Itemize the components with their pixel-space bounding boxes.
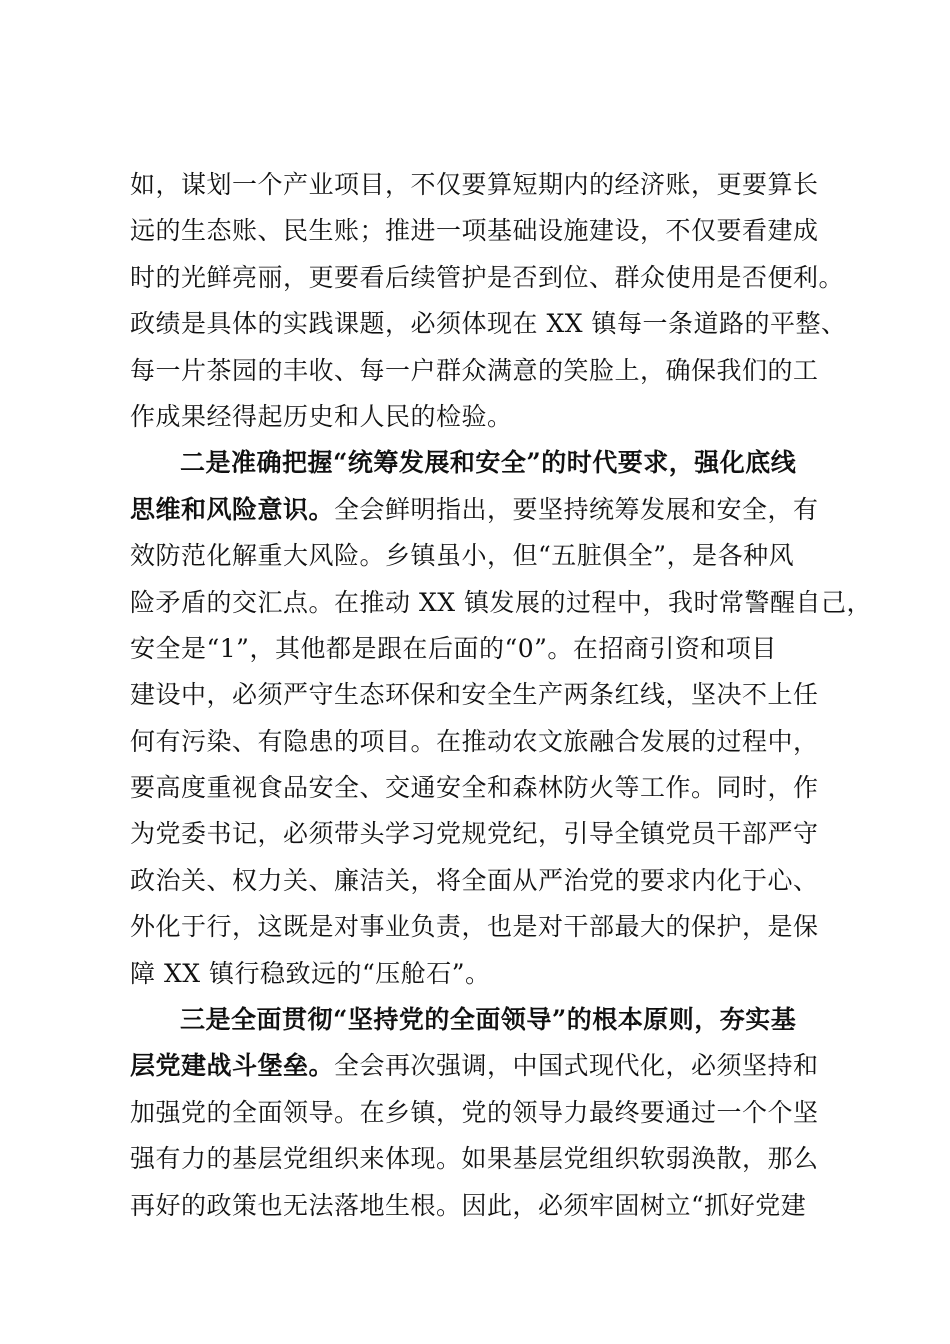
paragraph-heading-line: 层党建战斗堡垒。全会再次强调，中国式现代化，必须坚持和 [130, 1051, 819, 1081]
text-line: 险矛盾的交汇点。在推动 XX 镇发展的过程中，我时常警醒自己， [130, 587, 872, 617]
text-line: 要高度重视食品安全、交通安全和森林防火等工作。同时，作 [130, 773, 819, 803]
text-line: 何有污染、有隐患的项目。在推动农文旅融合发展的过程中， [130, 726, 819, 756]
text-line: 如，谋划一个产业项目，不仅要算短期内的经济账，更要算长 [130, 170, 819, 199]
text-line: 为党委书记，必须带头学习党规党纪，引导全镇党员干部严守 [130, 819, 819, 849]
text-line: 建设中，必须严守生态环保和安全生产两条红线，坚决不上任 [130, 680, 819, 710]
body-text [130, 162, 872, 1229]
text-line: 政治关、权力关、廉洁关，将全面从严治党的要求内化于心、 [130, 865, 819, 895]
text-line: 外化于行，这既是对事业负责，也是对干部最大的保护，是保 [130, 912, 819, 942]
text-line: 作成果经得起历史和人民的检验。 [130, 401, 513, 431]
heading-text: 三是全面贯彻“坚持党的全面领导”的根本原则，夯实基 [180, 1005, 797, 1035]
text-line: 加强党的全面领导。在乡镇，党的领导力最终要通过一个个坚 [130, 1097, 819, 1127]
text-line: 时的光鲜亮丽，更要看后续管护是否到位、群众使用是否便利。 [130, 262, 845, 292]
text-line: 强有力的基层党组织来体现。如果基层党组织软弱涣散，那么 [130, 1144, 819, 1174]
paragraph-heading-line [130, 440, 840, 486]
heading-text: 二是准确把握“统筹发展和安全”的时代要求，强化底线 [180, 448, 797, 478]
text-line: 远的生态账、民生账；推进一项基础设施建设，不仅要看建成 [130, 216, 819, 246]
text-line: 安全是“1”，其他都是跟在后面的“0”。在招商引资和项目 [130, 633, 777, 663]
heading-text: 思维和风险意识。 [130, 494, 335, 524]
text-line: 障 XX 镇行稳致远的“压舱石”。 [130, 958, 491, 988]
paragraph-heading-line [130, 997, 840, 1043]
heading-text: 层党建战斗堡垒。 [130, 1051, 335, 1081]
text-line: 政绩是具体的实践课题，必须体现在 XX 镇每一条道路的平整、 [130, 309, 847, 339]
text-line: 效防范化解重大风险。乡镇虽小，但“五脏俱全”，是各种风 [130, 541, 795, 571]
text-line: 再好的政策也无法落地生根。因此，必须牢固树立“抓好党建 [130, 1190, 807, 1220]
text-line: 每一片茶园的丰收、每一户群众满意的笑脸上，确保我们的工 [130, 355, 819, 385]
paragraph-heading-line: 思维和风险意识。全会鲜明指出，要坚持统筹发展和安全，有 [130, 494, 819, 524]
